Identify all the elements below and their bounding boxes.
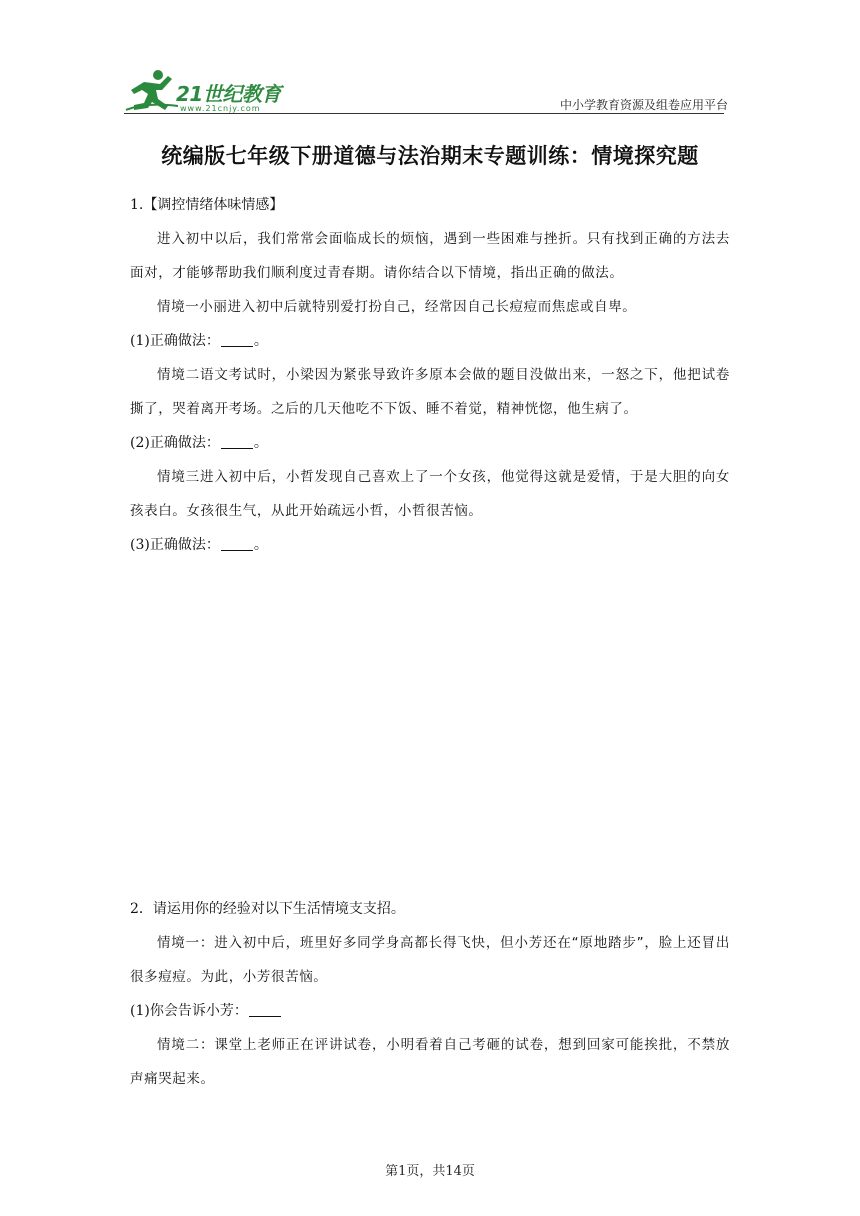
scenario-2: 情境二语文考试时，小梁因为紧张导致许多原本会做的题目没做出来，一怒之下，他把试卷撕了，哭着离开考场。之后的几天他吃不下饭、睡不着觉，精神恍惚，他生病了。 — [130, 367, 730, 417]
question-1-section — [130, 140, 730, 562]
answer-2-blank[interactable] — [221, 434, 253, 449]
answer-line-3 — [130, 528, 730, 562]
answer-2-period: 。 — [253, 435, 268, 451]
scenario-3: 情境三进入初中后，小哲发现自己喜欢上了一个女孩，他觉得这就是爱情，于是大胆的向女孩表白。女孩很生气，从此开始疏远小哲，小哲很苦恼。 — [130, 469, 730, 519]
q2-scenario-1: 情境一：进入初中后，班里好多同学身高都长得飞快，但小芳还在“原地踏步”，脸上还冒出很多痘痘。为此，小芳很苦恼。 — [130, 935, 730, 985]
page-header — [0, 0, 860, 120]
answer-3-period: 。 — [253, 537, 268, 553]
q2-answer-line-1 — [130, 994, 730, 1028]
question-1-heading: 1.【调控情绪体味情感】 — [130, 197, 284, 213]
answer-1-period: 。 — [253, 333, 268, 349]
site-logo[interactable] — [124, 66, 294, 116]
question-2-heading: 2．请运用你的经验对以下生活情境支支招。 — [130, 901, 405, 917]
q2-answer-1-label: (1)你会告诉小芳： — [130, 1003, 248, 1019]
running-figure-logo-icon — [124, 66, 184, 116]
q2-scenario-2: 情境二：课堂上老师正在评讲试卷，小明看着自己考砸的试卷，想到回家可能挨批，不禁放声痛哭起来。 — [130, 1037, 730, 1087]
answer-3-label: (3)正确做法： — [130, 537, 220, 553]
platform-name: 中小学教育资源及组卷应用平台 — [559, 98, 728, 112]
answer-1-blank[interactable] — [221, 332, 253, 347]
question-1-intro: 进入初中以后，我们常常会面临成长的烦恼，遇到一些困难与挫折。只有找到正确的方法去面对，才能够帮助我们顺利度过青春期。请你结合以下情境，指出正确的做法。 — [130, 231, 730, 281]
answer-2-label: (2)正确做法： — [130, 435, 220, 451]
header-divider — [124, 113, 724, 114]
answer-line-1 — [130, 324, 730, 358]
answer-3-blank[interactable] — [221, 536, 253, 551]
page-title: 统编版七年级下册道德与法治期末专题训练：情境探究题 — [161, 143, 699, 168]
answer-line-2 — [130, 426, 730, 460]
q2-answer-1-blank[interactable] — [249, 1002, 281, 1017]
answer-1-label: (1)正确做法： — [130, 333, 220, 349]
logo-url: www.21cnjy.com — [180, 104, 261, 113]
scenario-1: 情境一小丽进入初中后就特别爱打扮自己，经常因自己长痘痘而焦虑或自卑。 — [157, 299, 637, 315]
logo-text: 21世纪教育 — [176, 82, 281, 106]
question-2-section — [130, 892, 730, 1096]
page-footer: 第1页，共14页 — [385, 1164, 475, 1179]
